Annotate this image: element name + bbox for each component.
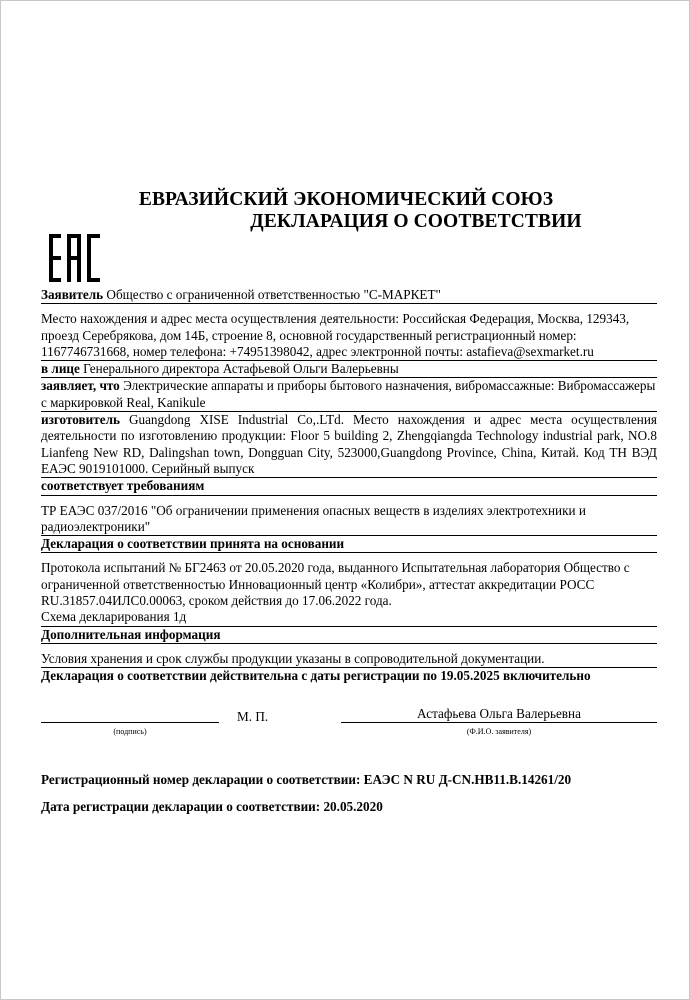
manufacturer-label: изготовитель [41,412,120,428]
additional-heading: Дополнительная информация [41,627,657,644]
signature-line [41,722,219,723]
person-value: Генерального директора Астафьевой Ольги Валерьевны [79,361,399,377]
registration-date: Дата регистрации декларации о соответствии: 20.05.2020 [41,799,383,814]
person-label: в лице [41,361,80,377]
union-title: ЕВРАЗИЙСКИЙ ЭКОНОМИЧЕСКИЙ СОЮЗ [138,189,554,210]
address-row [41,311,657,361]
manufacturer-value: Guangdong XISE Industrial Co,.LTd. Место нахождения и адрес места осуществления деятельности по изготовлению продукции: Floor 5 building 2, Zhengqiangda Technology industrial park, NO.8 Lianfeng New RD, Dalingshan town, Dongguan City, 523000,Guangdong Province, China, Китай. Код ТН ВЭД ЕАЭС 9019101000. Серийный выпуск [41,412,657,476]
signer-name-line [341,722,657,723]
address-text: Место нахождения и адрес места осуществления деятельности: Российская Федерация, Москва, 129343, проезд Серебрякова, дом 14Б, строение 8, основной государственный регистрационный номер: 1167746731668, номер телефона: +74951398042, адрес электронной почты: astafieva@sexmarket.ru [41,311,630,359]
basis-scheme: Схема декларирования 1д [41,609,657,626]
applicant-value: Общество с ограниченной ответственностью "С-МАРКЕТ" [103,287,441,302]
validity-line: Декларация о соответствии действительна с даты регистрации по 19.05.2025 включительно [41,668,591,684]
basis-text: Протокола испытаний № БГ2463 от 20.05.2020 года, выданного Испытательная лаборатория Общество с ограниченной ответственностью Инновационный центр «Колибри», аттестат аккредитации РОСС RU.31857.04ИЛС0.00063, сроком действия до 17.06.2022 года. [41,560,630,609]
requirements-text: ТР ЕАЭС 037/2016 "Об ограничении применения опасных веществ в изделиях электротехники и радиоэлектроники" [41,503,657,537]
registration-number: Регистрационный номер декларации о соответствии: ЕАЭС N RU Д-CN.НВ11.В.14261/20 [41,772,572,787]
declares-label: заявляет, что [41,378,120,394]
manufacturer-row [41,412,657,478]
signer-name-caption: (Ф.И.О. заявителя) [466,727,532,736]
stamp-place-label: М. П. [237,709,269,724]
person-row [41,361,657,378]
basis-heading: Декларация о соответствии принята на основании [41,536,657,553]
applicant-label: Заявитель [41,287,104,302]
requirements-heading: соответствует требованиям [41,478,657,495]
declares-value: Электрические аппараты и приборы бытового назначения, вибромассажные: Вибромассажеры с маркировкой Real, Kanikule [41,378,656,410]
additional-text: Условия хранения и срок службы продукции указаны в сопроводительной документации. [41,651,657,668]
eac-logo-icon [49,234,101,282]
declares-row [41,378,657,412]
applicant-row [41,287,657,304]
signer-name: Астафьева Ольга Валерьевна [417,706,581,721]
declaration-title: ДЕКЛАРАЦИЯ О СООТВЕТСТВИИ [250,211,582,232]
signature-caption: (подпись) [113,727,147,736]
declaration-body [41,287,657,685]
signature-block [41,706,657,746]
